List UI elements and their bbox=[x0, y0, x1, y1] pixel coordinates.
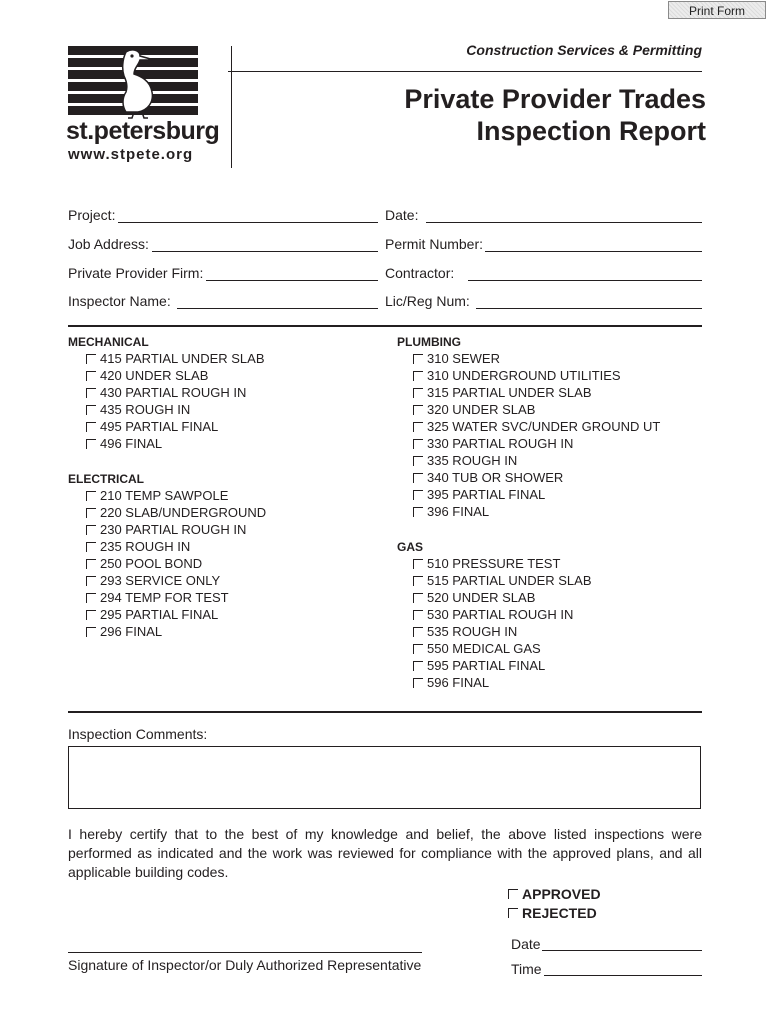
plumbing-item-label: 315 PARTIAL UNDER SLAB bbox=[427, 385, 592, 400]
gas-item[interactable] bbox=[413, 556, 560, 572]
electrical-item[interactable] bbox=[86, 607, 218, 623]
mechanical-checkbox[interactable] bbox=[86, 371, 96, 381]
plumbing-heading: PLUMBING bbox=[397, 335, 461, 349]
gas-checkbox[interactable] bbox=[413, 644, 423, 654]
plumbing-item-label: 395 PARTIAL FINAL bbox=[427, 487, 546, 502]
electrical-item[interactable] bbox=[86, 556, 202, 572]
electrical-checkbox[interactable] bbox=[86, 593, 96, 603]
sign-time-field[interactable] bbox=[544, 975, 702, 976]
plumbing-item-label: 335 ROUGH IN bbox=[427, 453, 518, 468]
gas-item-label: 520 UNDER SLAB bbox=[427, 590, 536, 605]
electrical-checkbox[interactable] bbox=[86, 491, 96, 501]
plumbing-item-label: 330 PARTIAL ROUGH IN bbox=[427, 436, 574, 451]
electrical-item-label: 294 TEMP FOR TEST bbox=[100, 590, 229, 605]
gas-item[interactable] bbox=[413, 590, 535, 606]
plumbing-item-label: 310 UNDERGROUND UTILITIES bbox=[427, 368, 621, 383]
date-field[interactable] bbox=[426, 222, 702, 223]
firm-label: Private Provider Firm: bbox=[68, 265, 204, 281]
electrical-item-label: 250 POOL BOND bbox=[100, 556, 203, 571]
plumbing-item[interactable] bbox=[413, 470, 563, 486]
electrical-checkbox[interactable] bbox=[86, 627, 96, 637]
electrical-item-label: 220 SLAB/UNDERGROUND bbox=[100, 505, 267, 520]
mechanical-item[interactable] bbox=[86, 402, 190, 418]
electrical-item[interactable] bbox=[86, 522, 246, 538]
gas-checkbox[interactable] bbox=[413, 559, 423, 569]
electrical-item-label: 210 TEMP SAWPOLE bbox=[100, 488, 229, 503]
print-form-button[interactable]: Print Form bbox=[668, 1, 766, 19]
gas-checkbox[interactable] bbox=[413, 576, 423, 586]
mechanical-item[interactable] bbox=[86, 436, 162, 452]
gas-item-label: 515 PARTIAL UNDER SLAB bbox=[427, 573, 592, 588]
plumbing-item-label: 320 UNDER SLAB bbox=[427, 402, 536, 417]
department-name: Construction Services & Permitting bbox=[466, 42, 702, 58]
sign-time-label: Time bbox=[511, 961, 542, 977]
gas-item-label: 535 ROUGH IN bbox=[427, 624, 518, 639]
plumbing-checkbox[interactable] bbox=[413, 422, 423, 432]
plumbing-item[interactable] bbox=[413, 419, 660, 435]
electrical-item-label: 235 ROUGH IN bbox=[100, 539, 191, 554]
plumbing-item[interactable] bbox=[413, 487, 545, 503]
electrical-item-label: 295 PARTIAL FINAL bbox=[100, 607, 219, 622]
gas-checkbox[interactable] bbox=[413, 678, 423, 688]
mechanical-item-label: 430 PARTIAL ROUGH IN bbox=[100, 385, 247, 400]
inspector-name-label: Inspector Name: bbox=[68, 293, 171, 309]
plumbing-item[interactable] bbox=[413, 368, 621, 384]
electrical-checkbox[interactable] bbox=[86, 610, 96, 620]
brand-url: www.stpete.org bbox=[68, 146, 194, 163]
gas-item[interactable] bbox=[413, 573, 592, 589]
plumbing-checkbox[interactable] bbox=[413, 473, 423, 483]
plumbing-item[interactable] bbox=[413, 385, 592, 401]
contractor-label: Contractor: bbox=[385, 265, 455, 281]
gas-checkbox[interactable] bbox=[413, 661, 423, 671]
approved-option[interactable] bbox=[508, 886, 601, 902]
mechanical-checkbox[interactable] bbox=[86, 405, 96, 415]
lic-reg-field[interactable] bbox=[476, 308, 702, 309]
plumbing-item[interactable] bbox=[413, 504, 489, 520]
signature-label: Signature of Inspector/or Duly Authorized Representative bbox=[68, 957, 422, 973]
plumbing-checkbox[interactable] bbox=[413, 371, 423, 381]
plumbing-checkbox[interactable] bbox=[413, 388, 423, 398]
rejected-checkbox[interactable] bbox=[508, 908, 518, 918]
sign-date-label: Date bbox=[511, 936, 541, 952]
plumbing-checkbox[interactable] bbox=[413, 405, 423, 415]
gas-checkbox[interactable] bbox=[413, 593, 423, 603]
rejected-option[interactable] bbox=[508, 905, 597, 921]
gas-item-label: 510 PRESSURE TEST bbox=[427, 556, 561, 571]
gas-checkbox[interactable] bbox=[413, 627, 423, 637]
mechanical-item[interactable] bbox=[86, 385, 246, 401]
plumbing-checkbox[interactable] bbox=[413, 507, 423, 517]
mechanical-item-label: 496 FINAL bbox=[100, 436, 163, 451]
gas-checkbox[interactable] bbox=[413, 610, 423, 620]
project-label: Project: bbox=[68, 207, 116, 223]
project-field[interactable] bbox=[118, 222, 378, 223]
contractor-field[interactable] bbox=[468, 280, 702, 281]
gas-item[interactable] bbox=[413, 641, 541, 657]
electrical-item[interactable] bbox=[86, 488, 228, 504]
plumbing-item[interactable] bbox=[413, 453, 517, 469]
approved-checkbox[interactable] bbox=[508, 889, 518, 899]
mechanical-item[interactable] bbox=[86, 351, 265, 367]
electrical-checkbox[interactable] bbox=[86, 559, 96, 569]
certification-text: I hereby certify that to the best of my knowledge and belief, the above listed inspections were performed as indicated and the work was reviewed for compliance with the approved plans, and all applicable building codes. bbox=[68, 826, 702, 880]
header-divider-vertical bbox=[231, 46, 232, 168]
approved-label: APPROVED bbox=[522, 886, 601, 902]
header-divider-horizontal bbox=[228, 71, 702, 72]
mechanical-item-label: 415 PARTIAL UNDER SLAB bbox=[100, 351, 265, 366]
mechanical-item-label: 420 UNDER SLAB bbox=[100, 368, 209, 383]
electrical-item[interactable] bbox=[86, 624, 162, 640]
gas-item-label: 596 FINAL bbox=[427, 675, 490, 690]
rejected-label: REJECTED bbox=[522, 905, 597, 921]
plumbing-item-label: 340 TUB OR SHOWER bbox=[427, 470, 564, 485]
plumbing-checkbox[interactable] bbox=[413, 456, 423, 466]
page-title-line2: Inspection Report bbox=[476, 116, 706, 146]
gas-item-label: 530 PARTIAL ROUGH IN bbox=[427, 607, 574, 622]
permit-number-field[interactable] bbox=[485, 251, 702, 252]
gas-item[interactable] bbox=[413, 607, 573, 623]
date-label: Date: bbox=[385, 207, 419, 223]
mechanical-item[interactable] bbox=[86, 419, 218, 435]
plumbing-checkbox[interactable] bbox=[413, 490, 423, 500]
mechanical-checkbox[interactable] bbox=[86, 354, 96, 364]
signature-field[interactable] bbox=[68, 952, 422, 953]
electrical-heading: ELECTRICAL bbox=[68, 472, 144, 486]
section-divider-top bbox=[68, 325, 702, 327]
mechanical-checkbox[interactable] bbox=[86, 388, 96, 398]
electrical-item-label: 296 FINAL bbox=[100, 624, 163, 639]
comments-textarea[interactable] bbox=[68, 746, 701, 809]
electrical-checkbox[interactable] bbox=[86, 508, 96, 518]
mechanical-item-label: 435 ROUGH IN bbox=[100, 402, 191, 417]
plumbing-checkbox[interactable] bbox=[413, 439, 423, 449]
sign-date-field[interactable] bbox=[542, 950, 702, 951]
section-divider-bottom bbox=[68, 711, 702, 713]
electrical-checkbox[interactable] bbox=[86, 542, 96, 552]
gas-item[interactable] bbox=[413, 658, 545, 674]
plumbing-item-label: 325 WATER SVC/UNDER GROUND UT bbox=[427, 419, 661, 434]
job-address-label: Job Address: bbox=[68, 236, 149, 252]
gas-heading: GAS bbox=[397, 540, 424, 554]
electrical-checkbox[interactable] bbox=[86, 525, 96, 535]
permit-number-label: Permit Number: bbox=[385, 236, 484, 252]
electrical-item[interactable] bbox=[86, 573, 220, 589]
brand-name: st.petersburg bbox=[66, 117, 220, 145]
mechanical-checkbox[interactable] bbox=[86, 439, 96, 449]
electrical-item-label: 293 SERVICE ONLY bbox=[100, 573, 221, 588]
job-address-field[interactable] bbox=[152, 251, 378, 252]
mechanical-heading: MECHANICAL bbox=[68, 335, 149, 349]
electrical-item[interactable] bbox=[86, 539, 190, 555]
plumbing-checkbox[interactable] bbox=[413, 354, 423, 364]
mechanical-item[interactable] bbox=[86, 368, 208, 384]
electrical-checkbox[interactable] bbox=[86, 576, 96, 586]
electrical-item[interactable] bbox=[86, 505, 266, 521]
plumbing-item-label: 396 FINAL bbox=[427, 504, 490, 519]
plumbing-item-label: 310 SEWER bbox=[427, 351, 500, 366]
inspector-name-field[interactable] bbox=[177, 308, 378, 309]
lic-reg-label: Lic/Reg Num: bbox=[385, 293, 470, 309]
plumbing-item[interactable] bbox=[413, 402, 535, 418]
electrical-item[interactable] bbox=[86, 590, 229, 606]
electrical-item-label: 230 PARTIAL ROUGH IN bbox=[100, 522, 247, 537]
comments-label: Inspection Comments: bbox=[68, 726, 208, 742]
page-title-line1: Private Provider Trades bbox=[404, 84, 706, 114]
plumbing-item[interactable] bbox=[413, 436, 573, 452]
gas-item[interactable] bbox=[413, 624, 517, 640]
plumbing-item[interactable] bbox=[413, 351, 500, 367]
mechanical-item-label: 495 PARTIAL FINAL bbox=[100, 419, 219, 434]
gas-item-label: 595 PARTIAL FINAL bbox=[427, 658, 546, 673]
firm-field[interactable] bbox=[206, 280, 378, 281]
gas-item[interactable] bbox=[413, 675, 489, 691]
gas-item-label: 550 MEDICAL GAS bbox=[427, 641, 541, 656]
mechanical-checkbox[interactable] bbox=[86, 422, 96, 432]
